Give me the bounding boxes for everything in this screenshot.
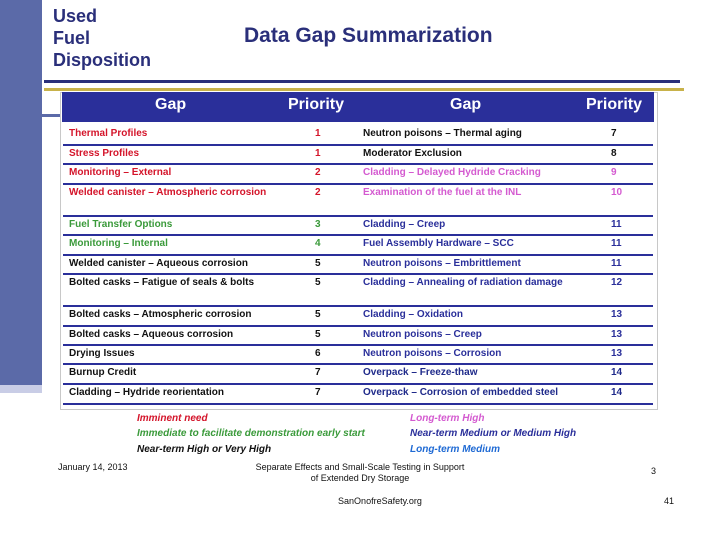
brand-title xyxy=(53,5,151,71)
footer-subtitle-line-1: Separate Effects and Small-Scale Testing in Support xyxy=(255,462,465,472)
gap-right-cell: Examination of the fuel at the INL xyxy=(363,187,522,198)
priority-right-cell: 14 xyxy=(611,367,623,378)
table-row xyxy=(63,383,653,405)
gap-left-cell: Drying Issues xyxy=(69,348,135,359)
left-accent-bar-light xyxy=(0,385,42,393)
gap-right-cell: Overpack – Corrosion of embedded steel xyxy=(363,387,559,398)
priority-left-cell: 5 xyxy=(315,258,321,269)
legend-long-medium: Long-term Medium xyxy=(410,444,500,455)
table-row xyxy=(63,273,653,307)
gap-left-cell: Bolted casks – Fatigue of seals & bolts xyxy=(69,277,255,288)
legend-imminent: Imminent need xyxy=(137,413,208,424)
priority-left-cell: 2 xyxy=(315,187,321,198)
priority-left-cell: 5 xyxy=(315,329,321,340)
table-row xyxy=(63,344,653,365)
gap-left-cell: Monitoring – Internal xyxy=(69,238,168,249)
gap-right-cell: Neutron poisons – Corrosion xyxy=(363,348,502,359)
footer-subtitle-line-2: of Extended Dry Storage xyxy=(310,473,410,483)
gap-left-cell: Monitoring – External xyxy=(69,167,172,178)
footer-date: January 14, 2013 xyxy=(58,462,128,472)
left-notch xyxy=(30,114,60,117)
table-row xyxy=(63,234,653,256)
legend-immediate: Immediate to facilitate demonstration early start xyxy=(137,428,365,439)
header-priority-1: Priority xyxy=(288,96,345,113)
brand-line-2: Fuel xyxy=(53,28,91,48)
priority-left-cell: 7 xyxy=(315,367,321,378)
priority-right-cell: 11 xyxy=(611,258,622,269)
priority-left-cell: 1 xyxy=(315,128,321,139)
legend-long-high: Long-term High xyxy=(410,413,485,424)
priority-right-cell: 13 xyxy=(611,348,623,359)
gap-left-cell: Cladding – Hydride reorientation xyxy=(69,387,225,398)
gap-right-cell: Moderator Exclusion xyxy=(363,148,462,159)
table-row xyxy=(63,163,653,185)
left-accent-bar xyxy=(0,0,42,385)
priority-left-cell: 5 xyxy=(315,309,321,320)
priority-right-cell: 8 xyxy=(611,148,617,159)
priority-right-cell: 10 xyxy=(611,187,623,198)
brand-line-1: Used xyxy=(53,6,98,26)
priority-right-cell: 14 xyxy=(611,387,623,398)
gap-left-cell: Welded canister – Atmospheric corrosion xyxy=(69,187,267,198)
gap-left-cell: Fuel Transfer Options xyxy=(69,219,173,230)
priority-left-cell: 5 xyxy=(315,277,321,288)
table-row xyxy=(63,124,653,146)
priority-right-cell: 13 xyxy=(611,309,623,320)
table-row xyxy=(63,363,653,385)
table-row xyxy=(63,183,653,217)
gap-left-cell: Welded canister – Aqueous corrosion xyxy=(69,258,248,269)
gap-right-cell: Neutron poisons – Embrittlement xyxy=(363,258,521,269)
priority-right-cell: 12 xyxy=(611,277,623,288)
footer-subtitle xyxy=(250,462,470,484)
gap-left-cell: Bolted casks – Aqueous corrosion xyxy=(69,329,234,340)
header-priority-2: Priority xyxy=(586,96,643,113)
header-rule xyxy=(44,80,680,83)
header-gap-2: Gap xyxy=(450,96,482,113)
gap-right-cell: Cladding – Creep xyxy=(363,219,446,230)
gap-left-cell: Stress Profiles xyxy=(69,148,140,159)
legend-near-medium: Near-term Medium or Medium High xyxy=(410,428,577,439)
table-header xyxy=(62,92,654,122)
gap-right-cell: Cladding – Annealing of radiation damage xyxy=(363,277,563,288)
page-title: Data Gap Summarization xyxy=(244,24,493,47)
priority-right-cell: 13 xyxy=(611,329,623,340)
table-row xyxy=(63,144,653,165)
header-gap-1: Gap xyxy=(155,96,187,113)
priority-left-cell: 2 xyxy=(315,167,321,178)
priority-left-cell: 1 xyxy=(315,148,321,159)
priority-right-cell: 9 xyxy=(611,167,617,178)
gap-right-cell: Cladding – Delayed Hydride Cracking xyxy=(363,167,541,178)
site-url: SanOnofreSafety.org xyxy=(338,496,422,506)
gap-right-cell: Overpack – Freeze-thaw xyxy=(363,367,478,378)
priority-right-cell: 11 xyxy=(611,238,622,249)
footer-slide-number: 3 xyxy=(651,466,657,476)
priority-right-cell: 11 xyxy=(611,219,622,230)
table-row xyxy=(63,254,653,275)
legend-near-high: Near-term High or Very High xyxy=(137,444,272,455)
page-number: 41 xyxy=(664,496,675,506)
priority-left-cell: 4 xyxy=(315,238,321,249)
gap-left-cell: Bolted casks – Atmospheric corrosion xyxy=(69,309,252,320)
gap-left-cell: Thermal Profiles xyxy=(69,128,148,139)
priority-left-cell: 6 xyxy=(315,348,321,359)
brand-line-3: Disposition xyxy=(53,50,151,70)
gap-left-cell: Burnup Credit xyxy=(69,367,137,378)
gap-right-cell: Fuel Assembly Hardware – SCC xyxy=(363,238,514,249)
table-row xyxy=(63,305,653,327)
table-row xyxy=(63,325,653,346)
gap-right-cell: Neutron poisons – Creep xyxy=(363,329,482,340)
priority-right-cell: 7 xyxy=(611,128,617,139)
gap-right-cell: Cladding – Oxidation xyxy=(363,309,464,320)
priority-left-cell: 7 xyxy=(315,387,321,398)
gap-right-cell: Neutron poisons – Thermal aging xyxy=(363,128,522,139)
table-row xyxy=(63,215,653,236)
priority-left-cell: 3 xyxy=(315,219,321,230)
header-rule-gold xyxy=(44,88,684,91)
